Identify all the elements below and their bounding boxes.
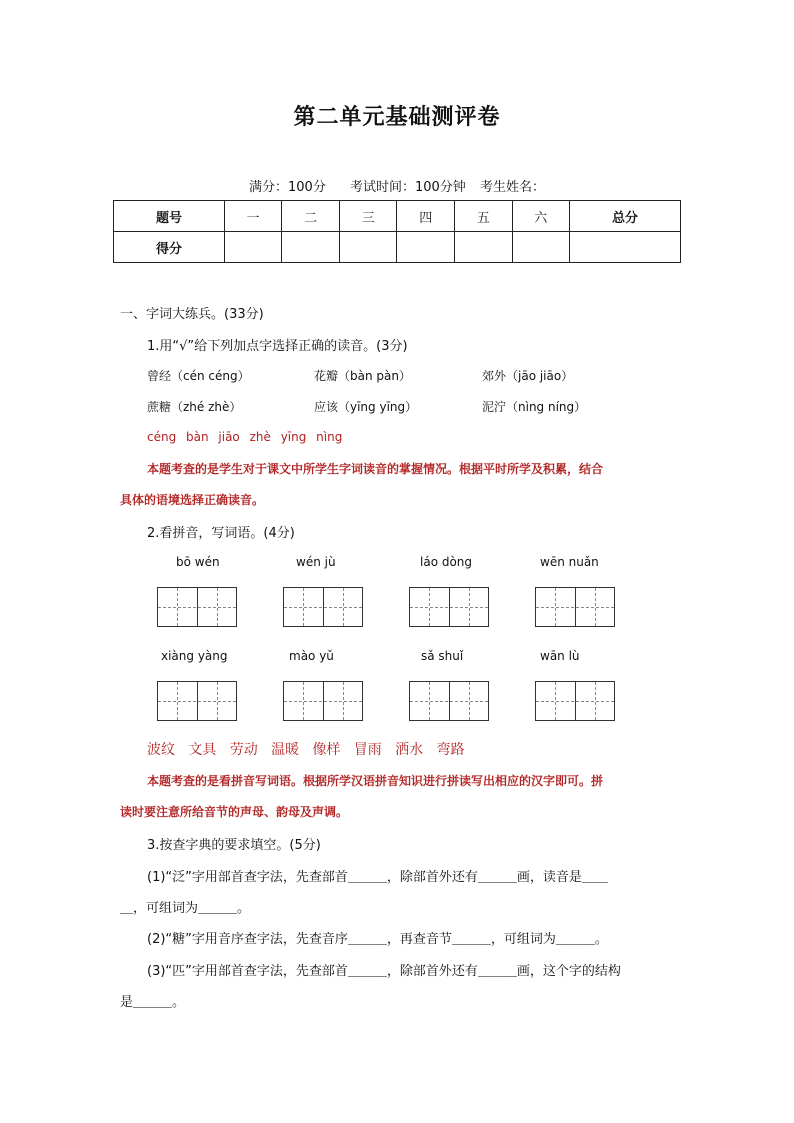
q2-prompt: 2.看拼音，写词语。(4分)	[147, 526, 295, 541]
q3-prompt: 3.按查字典的要求填空。(5分)	[147, 838, 321, 853]
score-table-score-row	[114, 232, 681, 263]
score-table-header-row	[114, 201, 681, 232]
q2-answer-word: 冒雨	[353, 742, 382, 758]
q3-line3b: 是＿＿＿。	[120, 995, 186, 1010]
exam-time: 考试时间：100分钟	[349, 180, 466, 195]
writing-grid[interactable]	[157, 681, 237, 721]
q1-prompt: 1.用“√”给下列加点字选择正确的读音。(3分)	[147, 339, 408, 354]
q2-answer-word: 像样	[312, 742, 341, 758]
score-input-cell[interactable]	[455, 232, 513, 263]
exam-info	[0, 176, 794, 195]
q2-answer-word: 劳动	[229, 742, 258, 758]
score-header-cell: 三	[339, 201, 397, 232]
score-header-cell: 二	[282, 201, 340, 232]
full-score: 满分：100分	[249, 180, 326, 195]
q3-line2: (2)“糖”字用音序查字法，先查音序＿＿＿，再查音节＿＿＿，可组词为＿＿＿。	[147, 932, 608, 947]
q2-pinyin: sǎ shuǐ	[421, 649, 464, 663]
score-header-cell: 总分	[570, 201, 681, 232]
score-table	[113, 200, 681, 263]
q2-answer-word: 洒水	[395, 742, 424, 758]
score-row-label: 得分	[114, 232, 225, 263]
q2-answer-word: 波纹	[147, 742, 175, 758]
q2-pinyin: xiàng yàng	[161, 649, 228, 663]
writing-grid[interactable]	[535, 587, 615, 627]
score-input-cell[interactable]	[282, 232, 340, 263]
page-title: 第二单元基础测评卷	[293, 105, 501, 130]
q2-pinyin: wēn nuǎn	[540, 555, 599, 569]
q3-line1b: ＿，可组词为＿＿＿。	[120, 901, 251, 916]
score-header-cell: 六	[512, 201, 570, 232]
q2-pinyin: mào yǔ	[289, 649, 334, 663]
score-input-cell[interactable]	[512, 232, 570, 263]
score-input-cell[interactable]	[570, 232, 681, 263]
writing-grid[interactable]	[535, 681, 615, 721]
q1-item: 泥泞（nìng níng）	[482, 400, 587, 414]
q2-note-line1: 本题考查的是看拼音写词语。根据所学汉语拼音知识进行拼读写出相应的汉字即可。拼	[147, 774, 604, 788]
q2-answer-list	[147, 739, 465, 759]
student-name-label: 考生姓名：	[479, 180, 545, 195]
score-header-cell: 四	[397, 201, 455, 232]
q1-answer: céng bàn jiāo zhè yīng nìng	[147, 430, 343, 444]
writing-grid[interactable]	[283, 587, 363, 627]
q2-pinyin: wén jù	[296, 555, 336, 569]
q1-item: 郊外（jāo jiāo）	[482, 369, 574, 383]
q2-answer-word: 弯路	[436, 742, 465, 758]
q3-line1: (1)“泛”字用部首查字法，先查部首＿＿＿，除部首外还有＿＿＿画，读音是＿＿	[147, 870, 608, 885]
writing-grid[interactable]	[283, 681, 363, 721]
score-input-cell[interactable]	[224, 232, 282, 263]
section1-heading: 一、字词大练兵。(33分)	[120, 307, 264, 322]
score-header-cell: 题号	[114, 201, 225, 232]
score-input-cell[interactable]	[339, 232, 397, 263]
q2-pinyin: wān lù	[540, 649, 580, 663]
q1-note-line2: 具体的语境选择正确读音。	[120, 493, 265, 507]
q1-item: 花瓣（bàn pàn）	[314, 369, 411, 383]
score-header-cell: 一	[224, 201, 282, 232]
score-input-cell[interactable]	[397, 232, 455, 263]
writing-grid[interactable]	[409, 681, 489, 721]
q2-note-line2: 读时要注意所给音节的声母、韵母及声调。	[120, 805, 349, 819]
q2-answer-word: 文具	[188, 742, 217, 758]
q1-item: 曾经（cén céng）	[147, 369, 250, 383]
score-header-cell: 五	[455, 201, 513, 232]
q1-item: 蔗糖（zhé zhè）	[147, 400, 242, 414]
q2-answer-word: 温暖	[271, 742, 300, 758]
q3-line3: (3)“匹”字用部首查字法，先查部首＿＿＿，除部首外还有＿＿＿画，这个字的结构	[147, 964, 621, 979]
q1-item: 应该（yīng yīng）	[314, 400, 418, 414]
q1-note-line1: 本题考查的是学生对于课文中所学生字词读音的掌握情况。根据平时所学及积累，结合	[147, 462, 604, 476]
writing-grid[interactable]	[157, 587, 237, 627]
q2-pinyin: bō wén	[176, 555, 220, 569]
writing-grid[interactable]	[409, 587, 489, 627]
q2-pinyin: láo dòng	[420, 555, 473, 569]
